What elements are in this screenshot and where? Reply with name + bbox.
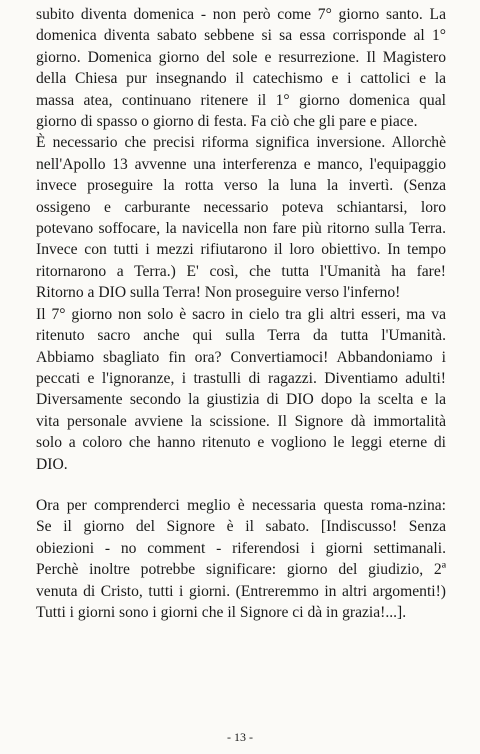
paragraph-4 <box>36 495 446 623</box>
text-line: Il 7° giorno non solo è sacro in cielo tra gli altri esseri, ma va <box>36 305 446 323</box>
text-line: nell'Apollo 13 avvenne una interferenza e manco, l'equipaggio <box>36 155 446 173</box>
text-line: ritornarono a Terra.) E' così, che tutta l'Umanità ha fare! <box>36 262 446 280</box>
text-line: DIO. <box>36 455 68 473</box>
text-line: ritenuto sacro anche qui sulla Terra da tutta l'Umanità. <box>36 327 446 345</box>
text-line: solo a coloro che hanno ritenuto e vogliono le leggi eterne di <box>36 434 446 452</box>
text-line: Ritorno a DIO sulla Terra! Non proseguire verso l'inferno! <box>36 284 401 302</box>
text-line: Perchè inoltre potrebbe significare: giorno del giudizio, 2ª <box>36 561 446 579</box>
text-line: invece proseguire la rotta verso la luna la invertì. (Senza <box>36 177 446 195</box>
text-line: Ora per comprenderci meglio è necessaria questa roma-nzina: <box>36 496 446 514</box>
text-line: vita personale avviene la scissione. Il Signore dà immortalità <box>36 412 446 430</box>
text-line: peccati e l'ignoranze, i trastulli di ragazzi. Diventiamo adulti! <box>36 369 446 387</box>
text-line: domenica diventa sabato sebbene si sa essa corrisponde al 1° <box>36 27 446 45</box>
text-line: giorno di spasso o giorno di festa. Fa ciò che gli pare e piace. <box>36 113 418 131</box>
text-line: obiezioni - no comment - riferendosi i giorni settimanali. <box>36 539 446 557</box>
paragraph-2 <box>36 132 446 303</box>
text-line: Se il giorno del Signore è il sabato. [Indiscusso! Senza <box>36 518 446 536</box>
text-line: Invece con tutti i mezzi rifiutarono il loro obiettivo. In tempo <box>36 241 446 259</box>
body-text <box>36 4 446 623</box>
text-line: Diversamente secondo la giustizia di DIO dopo la scelta e la <box>36 391 446 409</box>
text-line: Abbiamo sbagliato fin ora? Convertiamoci! Abbandoniamo i <box>36 348 446 366</box>
text-line: giorno. Domenica giorno del sole e resurrezione. Il Magistero <box>36 48 446 66</box>
paragraph-gap <box>36 475 446 495</box>
page-number: - 13 - <box>227 730 253 744</box>
text-line: subito diventa domenica - non però come 7° giorno santo. La <box>36 6 446 23</box>
text-line: massa atea, continuano ritenere il 1° giorno domenica qual <box>36 91 446 109</box>
text-line: potevano soffocare, la navicella non fare più ritorno sulla Terra. <box>36 220 446 238</box>
text-line: della Chiesa pur insegnando il catechismo e i cattolici e la <box>36 70 446 88</box>
text-line: venuta di Cristo, tutti i giorni. (Entreremmo in altri argomenti!) <box>36 582 446 600</box>
paragraph-1 <box>36 4 446 132</box>
text-line: Tutti i giorni sono i giorni che il Signore ci dà in grazia!...]. <box>36 603 407 621</box>
paragraph-3 <box>36 304 446 475</box>
text-line: È necessario che precisi riforma significa inversione. Allorchè <box>36 134 446 152</box>
text-line: ossigeno e carburante necessario poteva schiantarsi, loro <box>36 198 446 216</box>
